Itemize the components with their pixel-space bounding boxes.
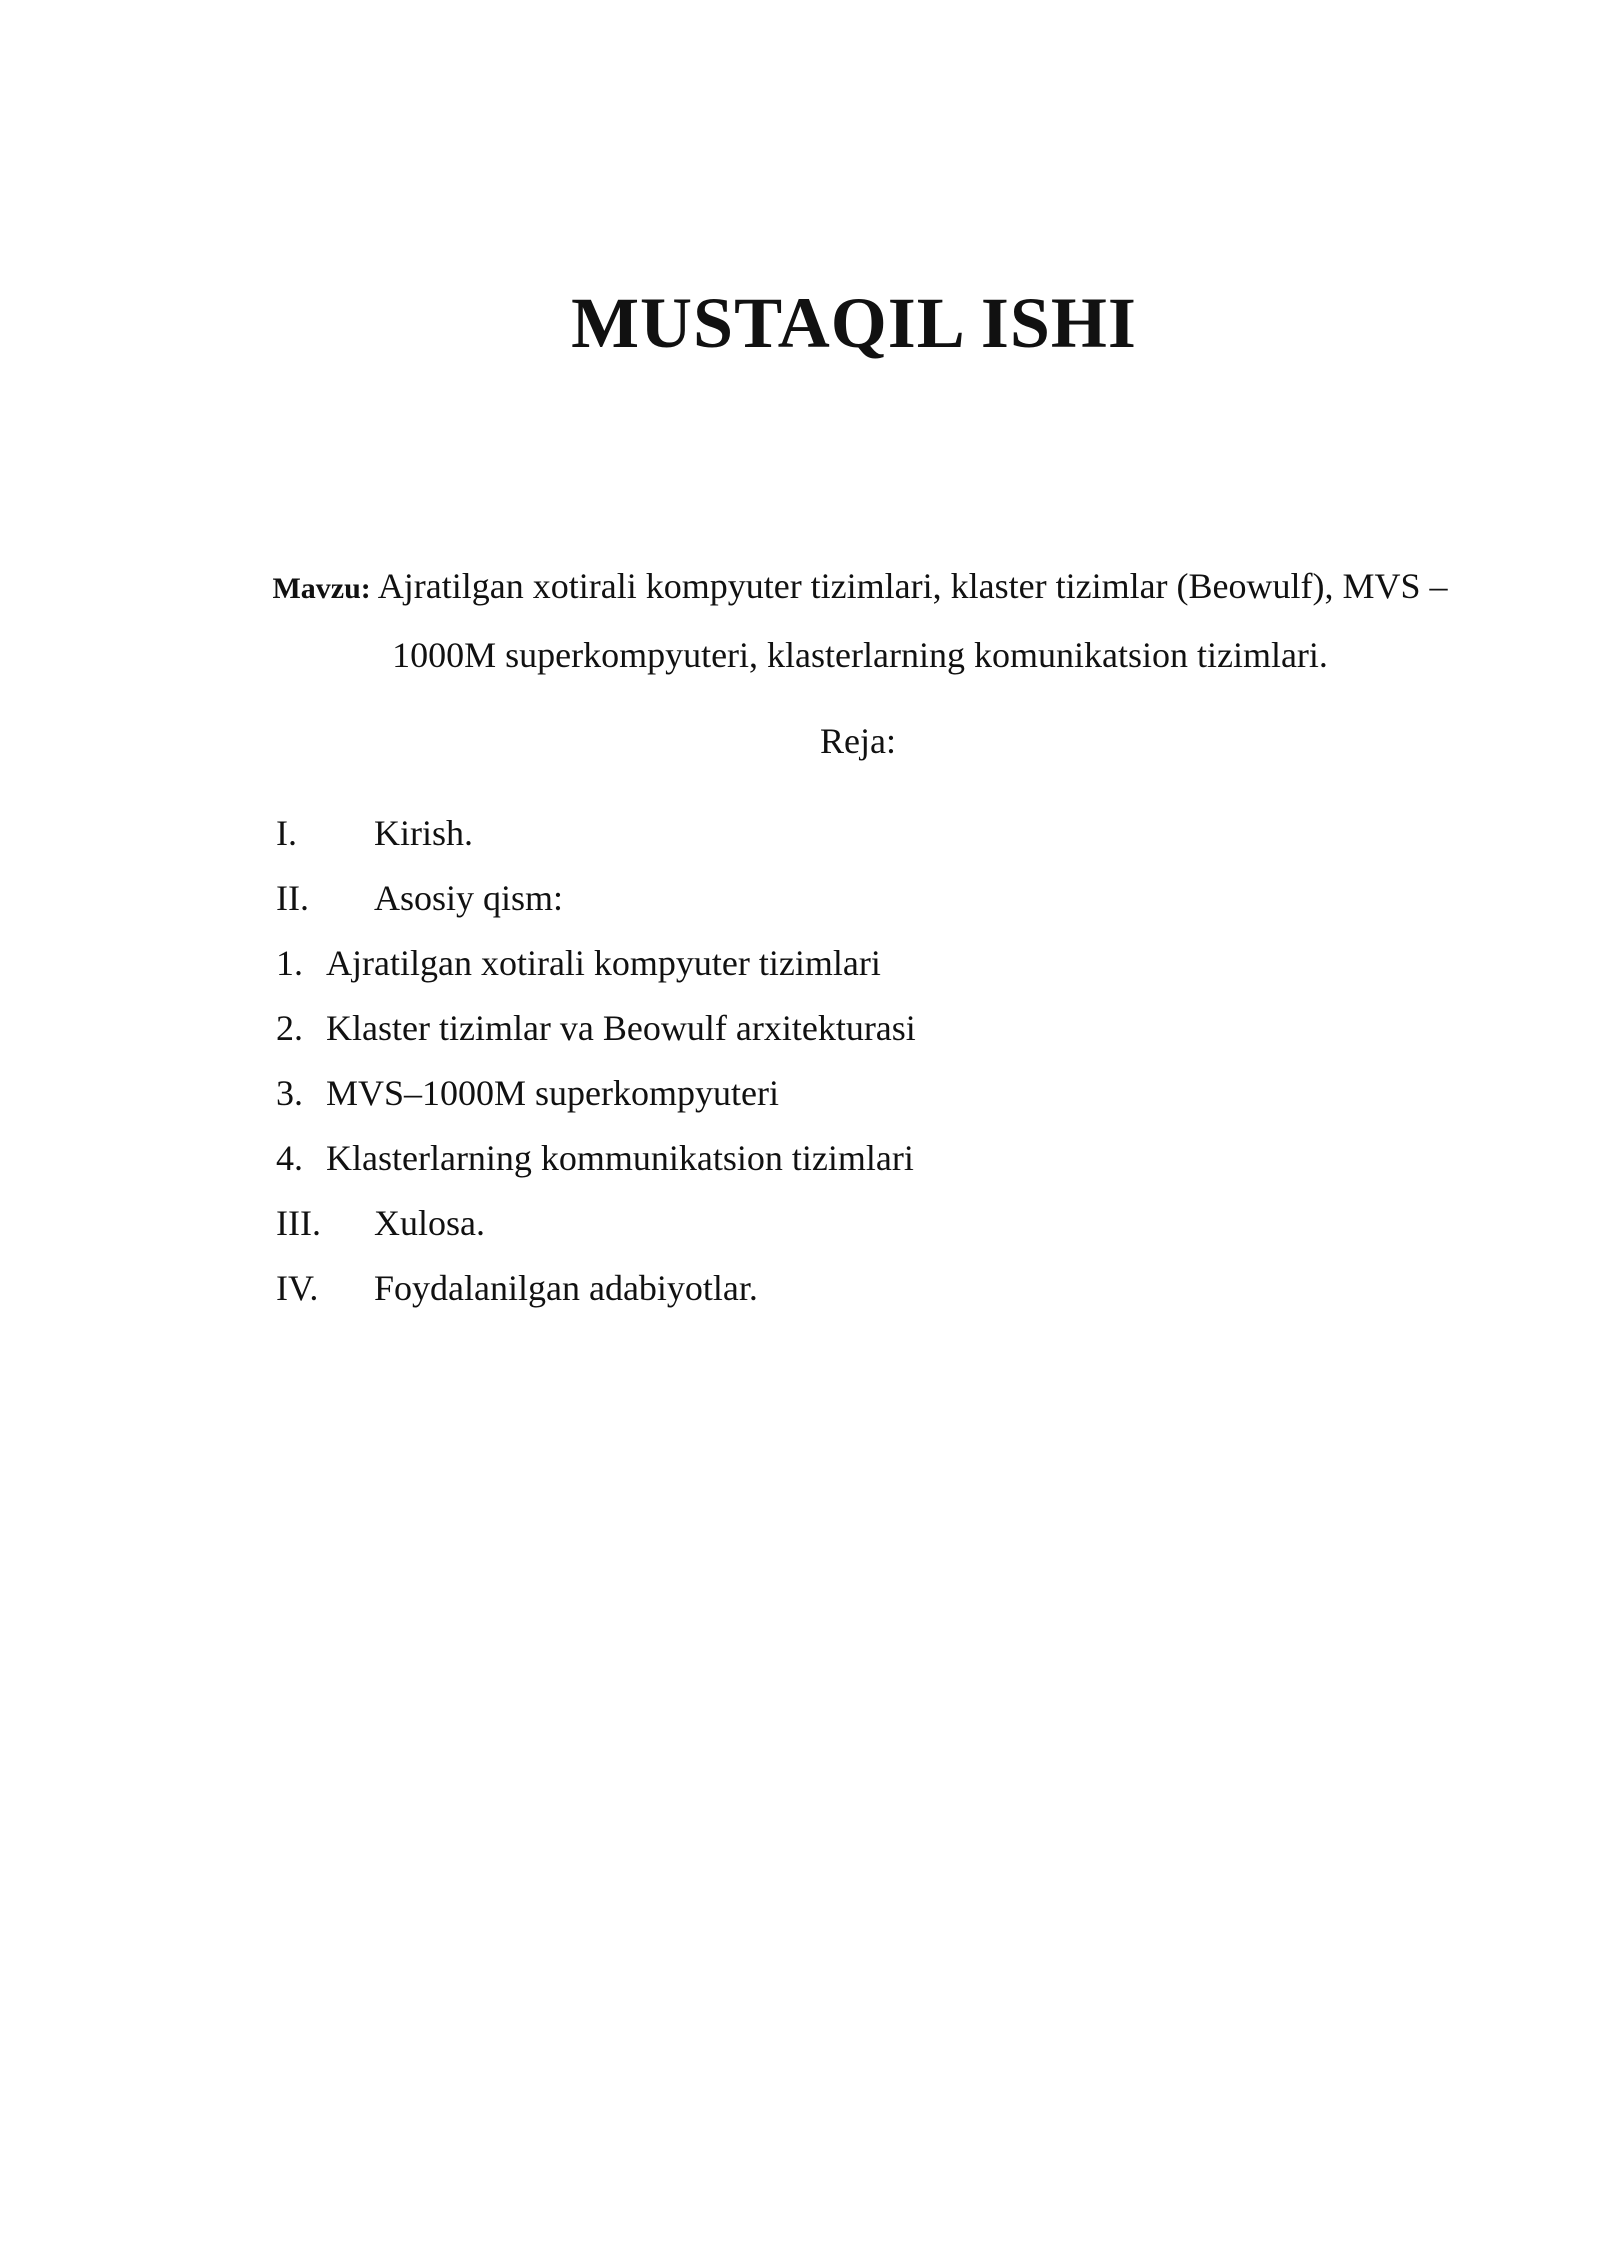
plan-item-text: Ajratilgan xotirali kompyuter tizimlari xyxy=(326,943,881,983)
plan-item-number: III. xyxy=(276,1203,321,1243)
plan-item-number: II. xyxy=(276,878,309,918)
plan-item-text: MVS–1000M superkompyuteri xyxy=(326,1073,779,1113)
topic-paragraph xyxy=(240,553,1480,688)
plan-item xyxy=(276,1198,916,1263)
plan-item xyxy=(276,808,916,873)
plan-heading: Reja: xyxy=(820,721,896,761)
plan-item-number: 3. xyxy=(276,1073,303,1113)
plan-item-number: IV. xyxy=(276,1268,319,1308)
plan-item xyxy=(276,1003,916,1068)
plan-item xyxy=(276,1263,916,1328)
plan-item-number: 2. xyxy=(276,1008,303,1048)
plan-item xyxy=(276,938,916,1003)
plan-item-text: Klasterlarning kommunikatsion tizimlari xyxy=(326,1138,914,1178)
plan-item-text: Xulosa. xyxy=(374,1203,485,1243)
page-title: MUSTAQIL ISHI xyxy=(571,283,1137,363)
plan-list xyxy=(276,808,916,1328)
plan-item-text: Kirish. xyxy=(374,813,473,853)
plan-item xyxy=(276,873,916,938)
plan-item xyxy=(276,1068,916,1133)
plan-item-number: 4. xyxy=(276,1138,303,1178)
plan-item-number: I. xyxy=(276,813,297,853)
plan-item-text: Foydalanilgan adabiyotlar. xyxy=(374,1268,758,1308)
plan-item-text: Klaster tizimlar va Beowulf arxitekturasi xyxy=(326,1008,916,1048)
topic-label: Mavzu: xyxy=(272,572,371,605)
plan-item-text: Asosiy qism: xyxy=(374,878,564,918)
plan-item-number: 1. xyxy=(276,943,303,983)
plan-item xyxy=(276,1133,916,1198)
topic-text: Ajratilgan xotirali kompyuter tizimlari, klaster tizimlar (Beowulf), MVS – 1000M superkompyuteri, klasterlarning komunikatsion tizimlari. xyxy=(377,566,1448,675)
